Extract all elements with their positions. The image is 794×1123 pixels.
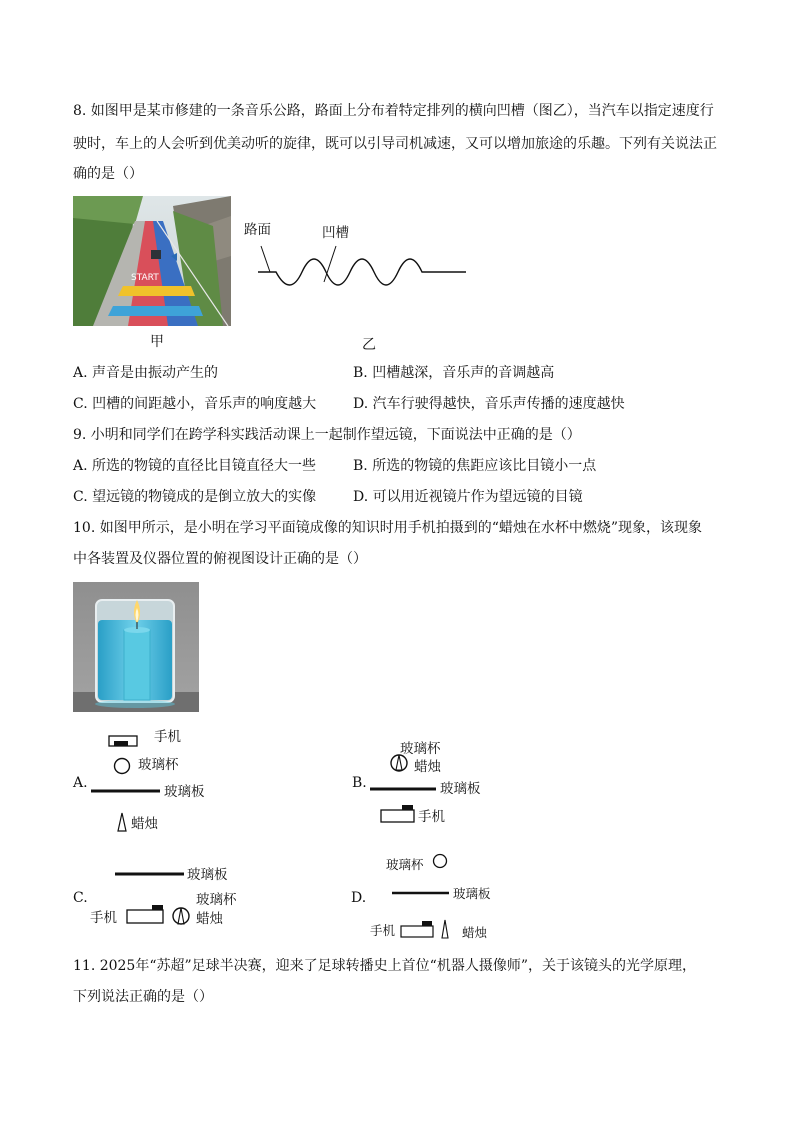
q10-option-d[interactable]: D. [351,890,367,906]
candle-in-cup-photo [73,582,199,712]
q9-option-c[interactable]: C. 望远镜的物镜成的是倒立放大的实像 [73,489,317,505]
option-a-phone-label: 手机 [154,729,181,745]
figure-jia-caption: 甲 [150,334,164,350]
q8-option-d[interactable]: D. 汽车行驶得越快，音乐声传播的速度越快 [353,396,625,412]
q8-stem-line-2: 驶时，车上的人会听到优美动听的旋律，既可以引导司机减速，又可以增加旅途的乐趣。下列有关说法正 [73,136,717,152]
option-a-plate-label: 玻璃板 [164,784,205,800]
q10-stem-line-1: 10. 如图甲所示，是小明在学习平面镜成像的知识时用手机拍摄到的“蜡烛在水杯中燃烧”现象，该现象 [73,520,703,536]
option-b-phone-label: 手机 [418,809,445,825]
q8-stem-line-3: 确的是（） [73,166,143,182]
q10-diagram-a [90,731,170,841]
q8-stem-line-1: 8. 如图甲是某市修建的一条音乐公路，路面上分布着特定排列的横向凹槽（图乙），当汽车以指定速度行 [73,103,714,119]
q8-option-a[interactable]: A. 声音是由振动产生的 [73,365,219,381]
q11-stem-line-1: 11. 2025年“苏超”足球半决赛，迎来了足球转播史上首位“机器人摄像师”，关于该镜头的光学原理， [73,958,696,974]
option-a-cup-label: 玻璃杯 [138,757,179,773]
svg-text:START: START [131,273,159,283]
q9-option-a[interactable]: A. 所选的物镜的直径比目镜直径大一些 [73,458,317,474]
q10-option-c[interactable]: C. [73,890,88,906]
option-b-cup-label: 玻璃杯 [400,741,441,757]
option-d-plate-label: 玻璃板 [453,886,491,901]
option-c-cup-label: 玻璃杯 [196,892,237,908]
option-c-candle-label: 蜡烛 [196,911,223,927]
option-d-candle-label: 蜡烛 [462,925,488,940]
q9-stem: 9. 小明和同学们在跨学科实践活动课上一起制作望远镜，下面说法中正确的是（） [73,427,581,443]
q9-option-d[interactable]: D. 可以用近视镜片作为望远镜的目镜 [353,489,583,505]
q11-stem-line-2: 下列说法正确的是（） [73,989,213,1005]
q10-stem-line-2: 中各装置及仪器位置的俯视图设计正确的是（） [73,551,367,567]
option-c-phone-label: 手机 [90,910,117,926]
option-d-cup-label: 玻璃杯 [386,857,424,872]
road-surface-label: 路面 [244,222,271,238]
figure-yi-caption: 乙 [362,337,376,353]
option-b-candle-label: 蜡烛 [414,759,441,775]
option-b-plate-label: 玻璃板 [440,781,481,797]
option-a-candle-label: 蜡烛 [131,816,158,832]
q10-option-a[interactable]: A. [73,775,88,791]
music-road-photo [73,196,231,326]
option-c-plate-label: 玻璃板 [187,867,228,883]
groove-diagram [258,238,470,298]
q10-option-b[interactable]: B. [352,775,367,791]
option-d-phone-label: 手机 [370,923,396,938]
groove-label: 凹槽 [322,225,349,241]
q9-option-b[interactable]: B. 所选的物镜的焦距应该比目镜小一点 [353,458,597,474]
q8-option-c[interactable]: C. 凹槽的间距越小，音乐声的响度越大 [73,396,317,412]
q8-option-b[interactable]: B. 凹槽越深，音乐声的音调越高 [353,365,555,381]
